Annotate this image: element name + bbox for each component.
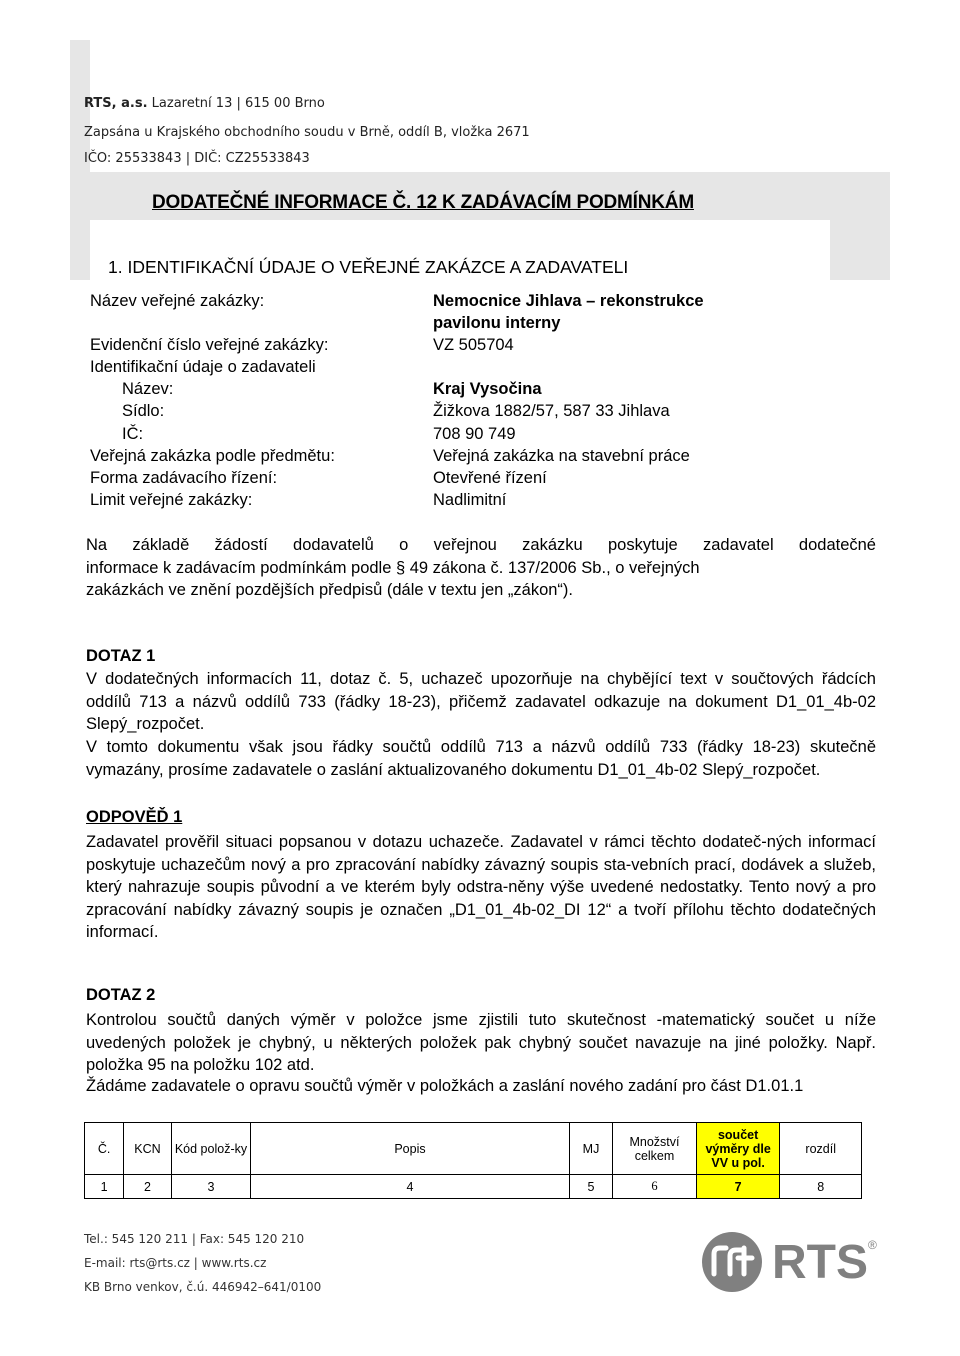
intro-line-3: zakázkách ve znění pozdějších předpisů (dále v textu jen „zákon“). bbox=[86, 581, 574, 599]
rts-logo bbox=[700, 1230, 877, 1294]
dotaz2-p2: Žádáme zadavatele o opravu součtů výměr v položkách a zaslání nového zadání pro část D1.01.1 bbox=[86, 1077, 804, 1095]
company-name: RTS, a.s. bbox=[84, 96, 148, 111]
dotaz2-heading: DOTAZ 2 bbox=[86, 986, 156, 1004]
evid-label: Evidenční číslo veřejné zakázky: bbox=[90, 336, 329, 354]
footer-bank: KB Brno venkov, č.ú. 446942–641/0100 bbox=[84, 1280, 322, 1294]
dotaz1-heading: DOTAZ 1 bbox=[86, 647, 156, 665]
th-kcn: KCN bbox=[124, 1123, 172, 1175]
intro-line-2a: informace k zadávacím podmínkám podle § 49 zákona č. 137/2006 Sb. bbox=[86, 558, 607, 577]
items-table bbox=[84, 1122, 862, 1199]
intro-line-2 bbox=[86, 557, 876, 580]
tn-5: 5 bbox=[569, 1175, 612, 1199]
th-mnozstvi: Množství celkem bbox=[613, 1123, 697, 1175]
evid-value: VZ 505704 bbox=[433, 336, 514, 354]
nazev-value: Kraj Vysočina bbox=[433, 380, 542, 398]
tn-6: 6 bbox=[613, 1175, 697, 1199]
dotaz2-p1: Kontrolou součtů daných výměr v položce jsme zjistili tuto skutečnost -matematický součet u níže uvedených položek je chybný, u některých položek pak chybný součet navazuje na jiné položky. Např. položka 95 na položku 102 atd. bbox=[86, 1011, 876, 1074]
contract-name-value-2: pavilonu interny bbox=[433, 314, 561, 332]
sidlo-label: Sídlo: bbox=[122, 402, 165, 420]
th-popis: Popis bbox=[251, 1123, 570, 1175]
tn-2: 2 bbox=[124, 1175, 172, 1199]
forma-value: Otevřené řízení bbox=[433, 469, 547, 487]
nazev-label: Název: bbox=[122, 380, 174, 398]
tn-3: 3 bbox=[171, 1175, 250, 1199]
table-number-row bbox=[85, 1175, 862, 1199]
rts-logo-mark-icon bbox=[700, 1230, 764, 1294]
rts-logo-text: RTS bbox=[772, 1235, 868, 1289]
company-register: Zapsána u Krajského obchodního soudu v Brně, oddíl B, vložka 2671 bbox=[84, 125, 530, 140]
th-cislo: Č. bbox=[85, 1123, 124, 1175]
grey-band-right bbox=[830, 172, 890, 280]
th-soucet: součet výměry dle VV u pol. bbox=[696, 1123, 780, 1175]
section-heading: 1. IDENTIFIKAČNÍ ÚDAJE O VEŘEJNÉ ZAKÁZCE A ZADAVATELI bbox=[108, 257, 629, 277]
th-kod: Kód polož-ky bbox=[171, 1123, 250, 1175]
tn-4: 4 bbox=[251, 1175, 570, 1199]
company-address: Lazaretní 13 | 615 00 Brno bbox=[151, 96, 325, 111]
contract-name-label: Název veřejné zakázky: bbox=[90, 292, 265, 310]
rts-logo-registered: ® bbox=[868, 1238, 877, 1252]
intro-line-2b: , o veřejných bbox=[606, 558, 700, 577]
predmet-label: Veřejná zakázka podle předmětu: bbox=[90, 447, 335, 465]
company-ids: IČO: 25533843 | DIČ: CZ25533843 bbox=[84, 151, 310, 166]
tn-7: 7 bbox=[696, 1175, 780, 1199]
document-title: DODATEČNÉ INFORMACE Č. 12 K ZADÁVACÍM PODMÍNKÁM bbox=[152, 192, 694, 213]
tn-8: 8 bbox=[780, 1175, 862, 1199]
odpoved1-p1: Zadavatel prověřil situaci popsanou v dotazu uchazeče. Zadavatel v rámci těchto dodateč-ných informací poskytuje uchazečům nový a pro zpracování nabídky závazný soupis sta-vebních prací, dodávek a služeb, který nahrazuje soupis původní a ve kterém byly odstra-něny výše uvedené nedostatky. Tento nový a pro zpracování nabídky závazný soupis je označen „D1_01_4b-02_DI 12“ a tvoří přílohu těchto dodatečných informací. bbox=[86, 833, 876, 941]
tn-1: 1 bbox=[85, 1175, 124, 1199]
odpoved1-heading: ODPOVĚĎ 1 bbox=[86, 808, 183, 826]
footer-email: E-mail: rts@rts.cz | www.rts.cz bbox=[84, 1256, 267, 1270]
ident-label: Identifikační údaje o zadavateli bbox=[90, 358, 316, 376]
intro-line-1: Na základě žádostí dodavatelů o veřejnou zakázku poskytuje zadavatel dodatečné bbox=[86, 536, 876, 554]
ic-label: IČ: bbox=[122, 425, 144, 443]
contract-name-value-1: Nemocnice Jihlava – rekonstrukce bbox=[433, 292, 704, 310]
limit-value: Nadlimitní bbox=[433, 491, 507, 509]
th-rozdil: rozdíl bbox=[780, 1123, 862, 1175]
forma-label: Forma zadávacího řízení: bbox=[90, 469, 278, 487]
th-mj: MJ bbox=[569, 1123, 612, 1175]
predmet-value: Veřejná zakázka na stavební práce bbox=[433, 447, 690, 465]
limit-label: Limit veřejné zakázky: bbox=[90, 491, 253, 509]
footer-phone: Tel.: 545 120 211 | Fax: 545 120 210 bbox=[84, 1232, 305, 1246]
intro-paragraph bbox=[86, 534, 876, 602]
table-header-row bbox=[85, 1123, 862, 1175]
dotaz1-p2: V tomto dokumentu však jsou řádky součtů oddílů 713 a názvů oddílů 733 (řádky 18-23) skutečně vymazány, prosíme zadavatele o zaslání aktualizovaného dokumentu D1_01_4b-02 Slepý_rozpočet. bbox=[86, 738, 876, 779]
dotaz1-p1: V dodatečných informacích 11, dotaz č. 5, uchazeč upozorňuje na chybějící text v součtových řádcích oddílů 713 a názvů oddílů 733 (řádky 18-23), přičemž zadavatel odkazuje na dokument D1_01_4b-02 Slepý_rozpočet. bbox=[86, 670, 876, 733]
ic-value: 708 90 749 bbox=[433, 425, 516, 443]
sidlo-value: Žižkova 1882/57, 587 33 Jihlava bbox=[433, 402, 670, 420]
header-company-line bbox=[84, 96, 325, 111]
